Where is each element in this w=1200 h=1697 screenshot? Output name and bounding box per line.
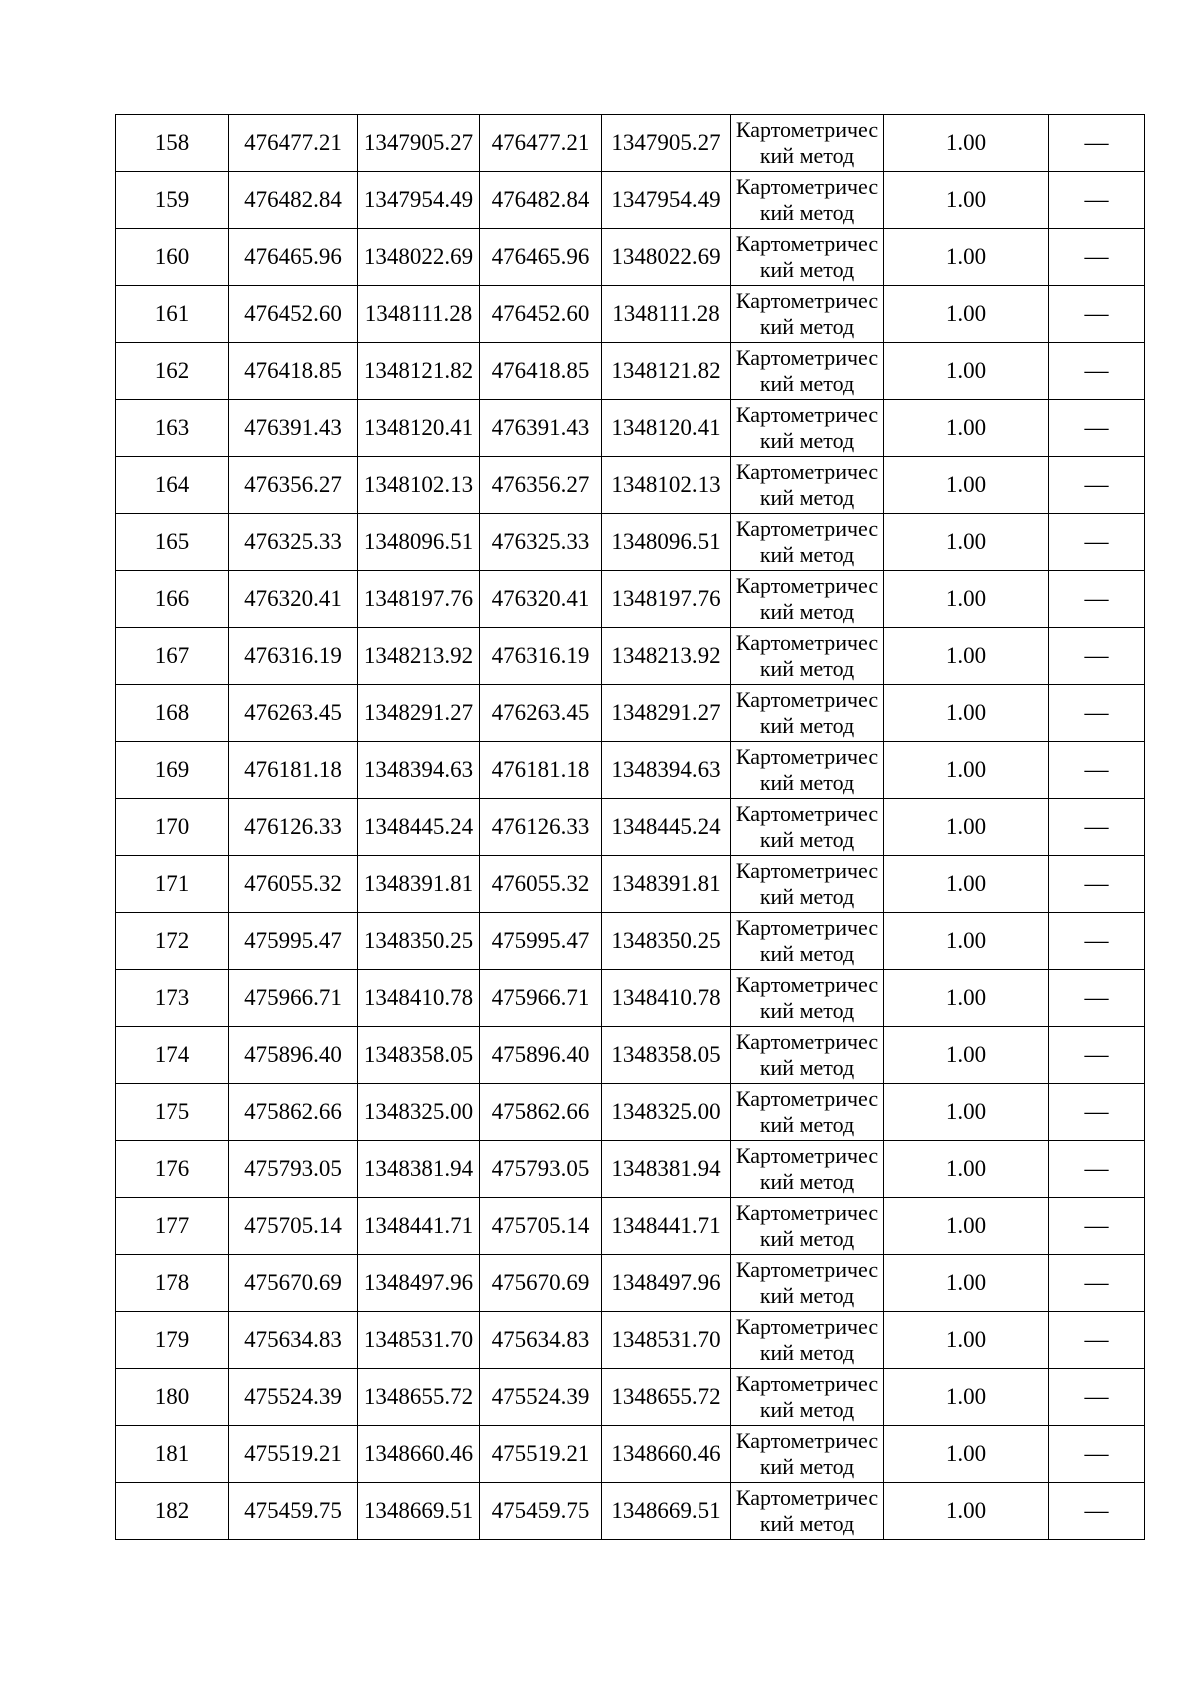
- existing-y-cell: 1348325.00: [358, 1084, 480, 1141]
- refined-x-cell: 476263.45: [480, 685, 602, 742]
- existing-y-cell: 1348120.41: [358, 400, 480, 457]
- method-cell: Картометрический метод: [731, 1312, 884, 1369]
- table-row: [116, 229, 1145, 286]
- accuracy-cell: 1.00: [884, 628, 1049, 685]
- existing-x-cell: 475896.40: [229, 1027, 358, 1084]
- refined-y-cell: 1348022.69: [602, 229, 731, 286]
- refined-x-cell: 476482.84: [480, 172, 602, 229]
- existing-x-cell: 476126.33: [229, 799, 358, 856]
- note-cell: —: [1049, 343, 1145, 400]
- table-row: [116, 1426, 1145, 1483]
- method-cell: Картометрический метод: [731, 514, 884, 571]
- point-number-cell: 169: [116, 742, 229, 799]
- refined-y-cell: 1348441.71: [602, 1198, 731, 1255]
- refined-y-cell: 1348197.76: [602, 571, 731, 628]
- existing-y-cell: 1347905.27: [358, 115, 480, 172]
- refined-x-cell: 476320.41: [480, 571, 602, 628]
- point-number-cell: 161: [116, 286, 229, 343]
- method-cell: Картометрический метод: [731, 343, 884, 400]
- note-cell: —: [1049, 1369, 1145, 1426]
- point-number-cell: 174: [116, 1027, 229, 1084]
- refined-y-cell: 1348660.46: [602, 1426, 731, 1483]
- point-number-cell: 168: [116, 685, 229, 742]
- refined-y-cell: 1348381.94: [602, 1141, 731, 1198]
- refined-x-cell: 476465.96: [480, 229, 602, 286]
- method-cell: Картометрический метод: [731, 172, 884, 229]
- refined-x-cell: 476325.33: [480, 514, 602, 571]
- note-cell: —: [1049, 1483, 1145, 1540]
- point-number-cell: 180: [116, 1369, 229, 1426]
- existing-x-cell: 476055.32: [229, 856, 358, 913]
- coordinates-table: [115, 114, 1145, 1540]
- existing-y-cell: 1348096.51: [358, 514, 480, 571]
- table-row: [116, 1141, 1145, 1198]
- refined-x-cell: 475793.05: [480, 1141, 602, 1198]
- point-number-cell: 181: [116, 1426, 229, 1483]
- table-row: [116, 172, 1145, 229]
- note-cell: —: [1049, 856, 1145, 913]
- accuracy-cell: 1.00: [884, 1141, 1049, 1198]
- existing-y-cell: 1348391.81: [358, 856, 480, 913]
- table-row: [116, 742, 1145, 799]
- point-number-cell: 165: [116, 514, 229, 571]
- refined-y-cell: 1348410.78: [602, 970, 731, 1027]
- point-number-cell: 172: [116, 913, 229, 970]
- existing-x-cell: 476356.27: [229, 457, 358, 514]
- refined-x-cell: 476418.85: [480, 343, 602, 400]
- accuracy-cell: 1.00: [884, 685, 1049, 742]
- refined-x-cell: 476126.33: [480, 799, 602, 856]
- point-number-cell: 176: [116, 1141, 229, 1198]
- point-number-cell: 171: [116, 856, 229, 913]
- existing-y-cell: 1348213.92: [358, 628, 480, 685]
- existing-y-cell: 1348291.27: [358, 685, 480, 742]
- refined-x-cell: 476391.43: [480, 400, 602, 457]
- accuracy-cell: 1.00: [884, 913, 1049, 970]
- table-row: [116, 1312, 1145, 1369]
- existing-x-cell: 476418.85: [229, 343, 358, 400]
- note-cell: —: [1049, 400, 1145, 457]
- table-row: [116, 343, 1145, 400]
- table-row: [116, 1027, 1145, 1084]
- refined-x-cell: 475966.71: [480, 970, 602, 1027]
- table-row: [116, 1369, 1145, 1426]
- accuracy-cell: 1.00: [884, 400, 1049, 457]
- accuracy-cell: 1.00: [884, 1198, 1049, 1255]
- existing-x-cell: 476316.19: [229, 628, 358, 685]
- accuracy-cell: 1.00: [884, 457, 1049, 514]
- point-number-cell: 166: [116, 571, 229, 628]
- method-cell: Картометрический метод: [731, 856, 884, 913]
- table-row: [116, 1483, 1145, 1540]
- existing-x-cell: 476181.18: [229, 742, 358, 799]
- existing-x-cell: 476320.41: [229, 571, 358, 628]
- note-cell: —: [1049, 970, 1145, 1027]
- refined-y-cell: 1348120.41: [602, 400, 731, 457]
- accuracy-cell: 1.00: [884, 571, 1049, 628]
- refined-x-cell: 475519.21: [480, 1426, 602, 1483]
- method-cell: Картометрический метод: [731, 1483, 884, 1540]
- refined-y-cell: 1348325.00: [602, 1084, 731, 1141]
- note-cell: —: [1049, 685, 1145, 742]
- method-cell: Картометрический метод: [731, 457, 884, 514]
- point-number-cell: 177: [116, 1198, 229, 1255]
- accuracy-cell: 1.00: [884, 172, 1049, 229]
- note-cell: —: [1049, 1084, 1145, 1141]
- method-cell: Картометрический метод: [731, 685, 884, 742]
- method-cell: Картометрический метод: [731, 400, 884, 457]
- method-cell: Картометрический метод: [731, 1198, 884, 1255]
- accuracy-cell: 1.00: [884, 1027, 1049, 1084]
- existing-y-cell: 1348111.28: [358, 286, 480, 343]
- point-number-cell: 162: [116, 343, 229, 400]
- accuracy-cell: 1.00: [884, 1426, 1049, 1483]
- point-number-cell: 182: [116, 1483, 229, 1540]
- refined-y-cell: 1348213.92: [602, 628, 731, 685]
- note-cell: —: [1049, 742, 1145, 799]
- accuracy-cell: 1.00: [884, 286, 1049, 343]
- method-cell: Картометрический метод: [731, 1141, 884, 1198]
- accuracy-cell: 1.00: [884, 1483, 1049, 1540]
- table-row: [116, 970, 1145, 1027]
- note-cell: —: [1049, 286, 1145, 343]
- table-row: [116, 400, 1145, 457]
- existing-y-cell: 1348655.72: [358, 1369, 480, 1426]
- note-cell: —: [1049, 229, 1145, 286]
- accuracy-cell: 1.00: [884, 1255, 1049, 1312]
- existing-y-cell: 1347954.49: [358, 172, 480, 229]
- method-cell: Картометрический метод: [731, 913, 884, 970]
- existing-x-cell: 475705.14: [229, 1198, 358, 1255]
- point-number-cell: 164: [116, 457, 229, 514]
- existing-x-cell: 475793.05: [229, 1141, 358, 1198]
- existing-x-cell: 475524.39: [229, 1369, 358, 1426]
- existing-x-cell: 475670.69: [229, 1255, 358, 1312]
- point-number-cell: 163: [116, 400, 229, 457]
- existing-x-cell: 475862.66: [229, 1084, 358, 1141]
- existing-y-cell: 1348531.70: [358, 1312, 480, 1369]
- existing-y-cell: 1348121.82: [358, 343, 480, 400]
- refined-x-cell: 476356.27: [480, 457, 602, 514]
- table-row: [116, 286, 1145, 343]
- method-cell: Картометрический метод: [731, 115, 884, 172]
- method-cell: Картометрический метод: [731, 799, 884, 856]
- existing-x-cell: 476452.60: [229, 286, 358, 343]
- method-cell: Картометрический метод: [731, 1426, 884, 1483]
- coordinates-table-body: [116, 115, 1145, 1540]
- method-cell: Картометрический метод: [731, 970, 884, 1027]
- refined-y-cell: 1348358.05: [602, 1027, 731, 1084]
- existing-y-cell: 1348394.63: [358, 742, 480, 799]
- point-number-cell: 158: [116, 115, 229, 172]
- existing-y-cell: 1348497.96: [358, 1255, 480, 1312]
- existing-y-cell: 1348381.94: [358, 1141, 480, 1198]
- accuracy-cell: 1.00: [884, 343, 1049, 400]
- method-cell: Картометрический метод: [731, 1255, 884, 1312]
- accuracy-cell: 1.00: [884, 856, 1049, 913]
- refined-x-cell: 475524.39: [480, 1369, 602, 1426]
- refined-y-cell: 1348531.70: [602, 1312, 731, 1369]
- point-number-cell: 173: [116, 970, 229, 1027]
- note-cell: —: [1049, 913, 1145, 970]
- refined-y-cell: 1348291.27: [602, 685, 731, 742]
- existing-y-cell: 1348441.71: [358, 1198, 480, 1255]
- note-cell: —: [1049, 628, 1145, 685]
- existing-x-cell: 475995.47: [229, 913, 358, 970]
- refined-y-cell: 1347905.27: [602, 115, 731, 172]
- note-cell: —: [1049, 1312, 1145, 1369]
- accuracy-cell: 1.00: [884, 970, 1049, 1027]
- note-cell: —: [1049, 172, 1145, 229]
- method-cell: Картометрический метод: [731, 1369, 884, 1426]
- refined-x-cell: 475896.40: [480, 1027, 602, 1084]
- note-cell: —: [1049, 457, 1145, 514]
- existing-y-cell: 1348445.24: [358, 799, 480, 856]
- existing-x-cell: 476465.96: [229, 229, 358, 286]
- existing-x-cell: 475634.83: [229, 1312, 358, 1369]
- refined-y-cell: 1348391.81: [602, 856, 731, 913]
- refined-y-cell: 1348669.51: [602, 1483, 731, 1540]
- accuracy-cell: 1.00: [884, 229, 1049, 286]
- note-cell: —: [1049, 1198, 1145, 1255]
- point-number-cell: 170: [116, 799, 229, 856]
- note-cell: —: [1049, 1255, 1145, 1312]
- accuracy-cell: 1.00: [884, 799, 1049, 856]
- accuracy-cell: 1.00: [884, 1312, 1049, 1369]
- refined-x-cell: 476181.18: [480, 742, 602, 799]
- existing-x-cell: 476391.43: [229, 400, 358, 457]
- accuracy-cell: 1.00: [884, 1084, 1049, 1141]
- point-number-cell: 160: [116, 229, 229, 286]
- point-number-cell: 167: [116, 628, 229, 685]
- note-cell: —: [1049, 1141, 1145, 1198]
- existing-x-cell: 475459.75: [229, 1483, 358, 1540]
- refined-x-cell: 475670.69: [480, 1255, 602, 1312]
- existing-x-cell: 476482.84: [229, 172, 358, 229]
- refined-x-cell: 476452.60: [480, 286, 602, 343]
- existing-y-cell: 1348102.13: [358, 457, 480, 514]
- existing-y-cell: 1348660.46: [358, 1426, 480, 1483]
- table-row: [116, 799, 1145, 856]
- accuracy-cell: 1.00: [884, 514, 1049, 571]
- refined-y-cell: 1347954.49: [602, 172, 731, 229]
- table-row: [116, 514, 1145, 571]
- table-row: [116, 1255, 1145, 1312]
- refined-x-cell: 475705.14: [480, 1198, 602, 1255]
- existing-x-cell: 476263.45: [229, 685, 358, 742]
- table-row: [116, 1084, 1145, 1141]
- existing-y-cell: 1348350.25: [358, 913, 480, 970]
- note-cell: —: [1049, 115, 1145, 172]
- existing-y-cell: 1348669.51: [358, 1483, 480, 1540]
- method-cell: Картометрический метод: [731, 286, 884, 343]
- method-cell: Картометрический метод: [731, 229, 884, 286]
- accuracy-cell: 1.00: [884, 115, 1049, 172]
- refined-y-cell: 1348121.82: [602, 343, 731, 400]
- refined-y-cell: 1348445.24: [602, 799, 731, 856]
- existing-x-cell: 476477.21: [229, 115, 358, 172]
- existing-y-cell: 1348022.69: [358, 229, 480, 286]
- table-row: [116, 913, 1145, 970]
- note-cell: —: [1049, 1027, 1145, 1084]
- existing-x-cell: 475966.71: [229, 970, 358, 1027]
- refined-y-cell: 1348497.96: [602, 1255, 731, 1312]
- existing-y-cell: 1348358.05: [358, 1027, 480, 1084]
- refined-y-cell: 1348096.51: [602, 514, 731, 571]
- table-row: [116, 628, 1145, 685]
- note-cell: —: [1049, 514, 1145, 571]
- table-row: [116, 856, 1145, 913]
- method-cell: Картометрический метод: [731, 1084, 884, 1141]
- refined-x-cell: 476477.21: [480, 115, 602, 172]
- point-number-cell: 179: [116, 1312, 229, 1369]
- refined-y-cell: 1348111.28: [602, 286, 731, 343]
- existing-x-cell: 476325.33: [229, 514, 358, 571]
- existing-y-cell: 1348197.76: [358, 571, 480, 628]
- refined-x-cell: 476316.19: [480, 628, 602, 685]
- refined-y-cell: 1348655.72: [602, 1369, 731, 1426]
- accuracy-cell: 1.00: [884, 1369, 1049, 1426]
- refined-y-cell: 1348394.63: [602, 742, 731, 799]
- point-number-cell: 175: [116, 1084, 229, 1141]
- refined-x-cell: 475459.75: [480, 1483, 602, 1540]
- note-cell: —: [1049, 799, 1145, 856]
- table-row: [116, 571, 1145, 628]
- refined-x-cell: 475862.66: [480, 1084, 602, 1141]
- refined-y-cell: 1348350.25: [602, 913, 731, 970]
- point-number-cell: 178: [116, 1255, 229, 1312]
- note-cell: —: [1049, 571, 1145, 628]
- method-cell: Картометрический метод: [731, 1027, 884, 1084]
- method-cell: Картометрический метод: [731, 742, 884, 799]
- accuracy-cell: 1.00: [884, 742, 1049, 799]
- refined-x-cell: 475995.47: [480, 913, 602, 970]
- table-row: [116, 685, 1145, 742]
- point-number-cell: 159: [116, 172, 229, 229]
- existing-y-cell: 1348410.78: [358, 970, 480, 1027]
- existing-x-cell: 475519.21: [229, 1426, 358, 1483]
- method-cell: Картометрический метод: [731, 628, 884, 685]
- table-row: [116, 1198, 1145, 1255]
- refined-y-cell: 1348102.13: [602, 457, 731, 514]
- refined-x-cell: 476055.32: [480, 856, 602, 913]
- method-cell: Картометрический метод: [731, 571, 884, 628]
- table-row: [116, 457, 1145, 514]
- note-cell: —: [1049, 1426, 1145, 1483]
- table-row: [116, 115, 1145, 172]
- refined-x-cell: 475634.83: [480, 1312, 602, 1369]
